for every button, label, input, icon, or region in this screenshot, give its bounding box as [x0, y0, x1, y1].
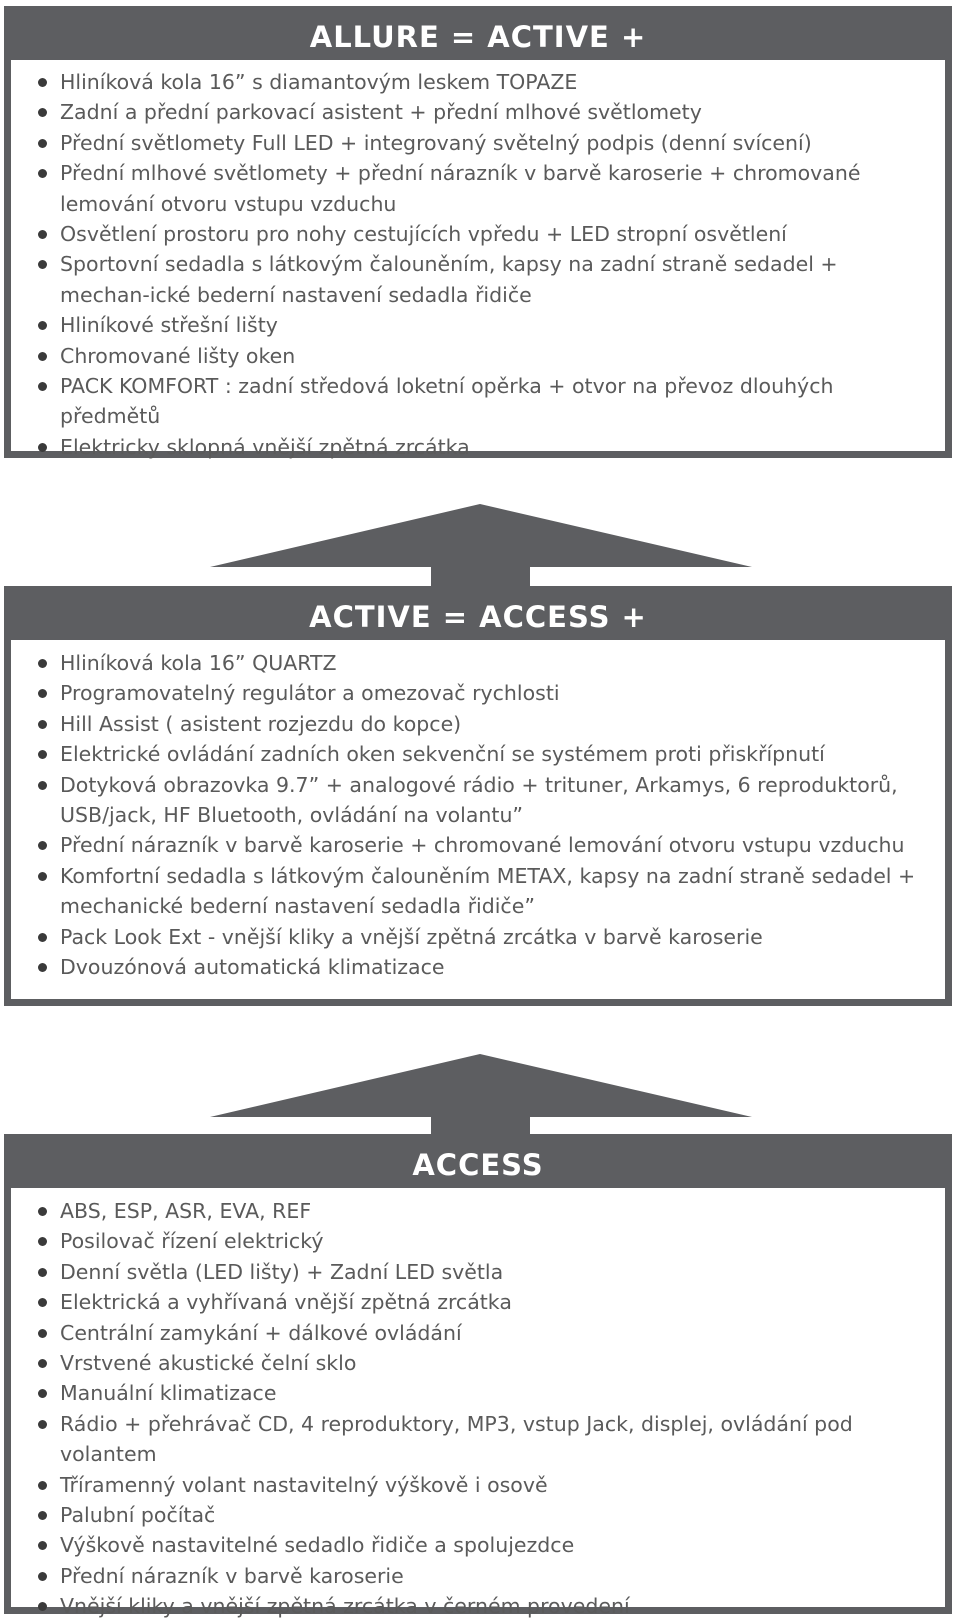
- allure-feature-item: Přední světlomety Full LED + integrovaný světelný podpis (denní svícení): [11, 128, 945, 158]
- active-panel: [4, 586, 952, 1006]
- active-panel-title: ACTIVE = ACCESS +: [11, 586, 945, 640]
- allure-panel: [4, 6, 952, 458]
- access-feature-item: ABS, ESP, ASR, EVA, REF: [11, 1196, 945, 1226]
- active-feature-item: Dotyková obrazovka 9.7” + analogové rádio + trituner, Arkamys, 6 reproduktorů, USB/jack, HF Bluetooth, ovládání na volantu”: [11, 770, 945, 831]
- active-feature-list: [11, 640, 945, 982]
- access-feature-item: Vrstvené akustické čelní sklo: [11, 1348, 945, 1378]
- active-feature-item: Dvouzónová automatická klimatizace: [11, 952, 945, 982]
- allure-feature-item: Chromované lišty oken: [11, 341, 945, 371]
- upgrade-arrow-icon: [0, 504, 960, 594]
- access-feature-item: Přední nárazník v barvě karoserie: [11, 1561, 945, 1591]
- allure-feature-item: PACK KOMFORT : zadní středová loketní opěrka + otvor na převoz dlouhých předmětů: [11, 371, 945, 432]
- allure-feature-item: Přední mlhové světlomety + přední nárazník v barvě karoserie + chromované lemování otvoru vstupu vzduchu: [11, 158, 945, 219]
- active-feature-item: Pack Look Ext - vnější kliky a vnější zpětná zrcátka v barvě karoserie: [11, 922, 945, 952]
- access-feature-item: Manuální klimatizace: [11, 1378, 945, 1408]
- active-feature-item: Hill Assist ( asistent rozjezdu do kopce): [11, 709, 945, 739]
- access-feature-item: Centrální zamykání + dálkové ovládání: [11, 1318, 945, 1348]
- access-panel-title: ACCESS: [11, 1134, 945, 1188]
- active-feature-item: Programovatelný regulátor a omezovač rychlosti: [11, 678, 945, 708]
- allure-feature-list: [11, 60, 945, 462]
- access-feature-item: Elektrická a vyhřívaná vnější zpětná zrcátka: [11, 1287, 945, 1317]
- active-feature-item: Elektrické ovládání zadních oken sekvenční se systémem proti přiskřípnutí: [11, 739, 945, 769]
- access-feature-item: Posilovač řízení elektrický: [11, 1226, 945, 1256]
- active-feature-item: Hliníková kola 16” QUARTZ: [11, 648, 945, 678]
- allure-feature-item: Hliníkové střešní lišty: [11, 310, 945, 340]
- upgrade-arrow-icon: [0, 1054, 960, 1144]
- active-feature-item: Komfortní sedadla s látkovým čalouněním METAX, kapsy na zadní straně sedadel + mechanické bederní nastavení sedadla řidiče”: [11, 861, 945, 922]
- allure-panel-title: ALLURE = ACTIVE +: [11, 6, 945, 60]
- access-feature-item: Rádio + přehrávač CD, 4 reproduktory, MP3, vstup Jack, displej, ovládání pod volantem: [11, 1409, 945, 1470]
- allure-feature-item: Hliníková kola 16” s diamantovým leskem TOPAZE: [11, 67, 945, 97]
- access-feature-item: Výškově nastavitelné sedadlo řidiče a spolujezdce: [11, 1530, 945, 1560]
- allure-feature-item: Zadní a přední parkovací asistent + přední mlhové světlomety: [11, 97, 945, 127]
- access-feature-item: Vnější kliky a vnější zpětná zrcátka v černém provedení: [11, 1591, 945, 1621]
- allure-feature-item: Sportovní sedadla s látkovým čalouněním, kapsy na zadní straně sedadel + mechan-ické bederní nastavení sedadla řidiče: [11, 249, 945, 310]
- access-feature-item: Palubní počítač: [11, 1500, 945, 1530]
- allure-feature-item: Osvětlení prostoru pro nohy cestujících vpředu + LED stropní osvětlení: [11, 219, 945, 249]
- access-panel: [4, 1134, 952, 1619]
- allure-feature-item: Elektricky sklopná vnější zpětná zrcátka: [11, 432, 945, 462]
- access-feature-item: Tříramenný volant nastavitelný výškově i osově: [11, 1470, 945, 1500]
- access-feature-list: [11, 1188, 945, 1622]
- active-feature-item: Přední nárazník v barvě karoserie + chromované lemování otvoru vstupu vzduchu: [11, 830, 945, 860]
- access-feature-item: Denní světla (LED lišty) + Zadní LED světla: [11, 1257, 945, 1287]
